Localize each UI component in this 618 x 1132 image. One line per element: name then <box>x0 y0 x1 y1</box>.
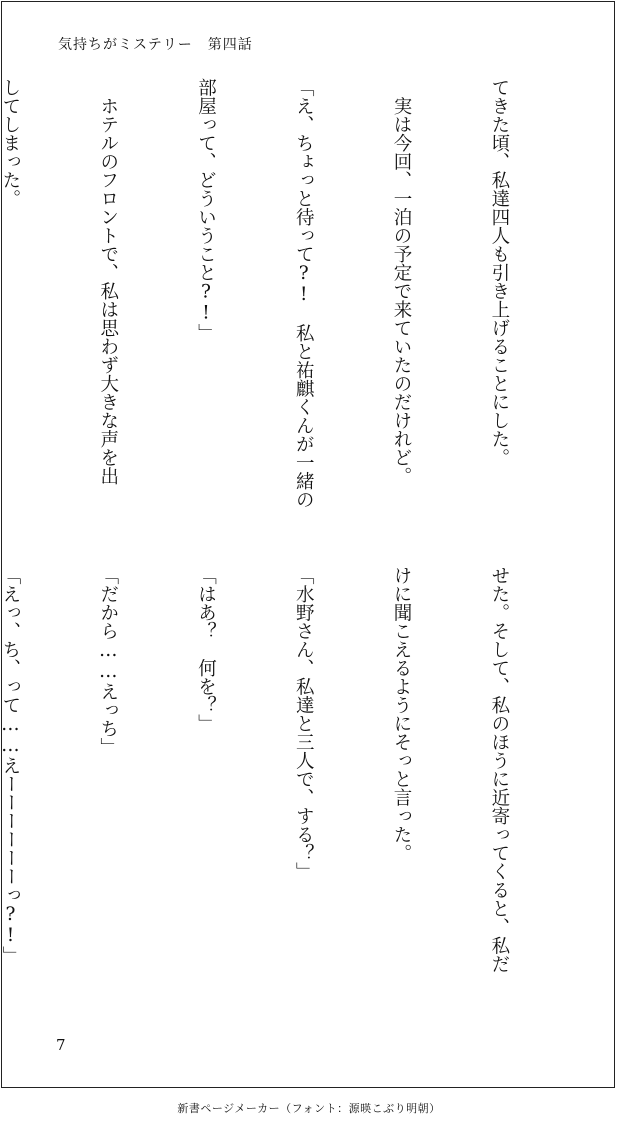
text-line: 「えっ、ち、って……えーーーーーーっ?!」 <box>0 566 21 965</box>
text-line: てきた頃、私達四人も引き上げることにした。 <box>488 78 510 467</box>
running-header: 気持ちがミステリー 第四話 <box>58 37 253 53</box>
text-line: 部屋って、どういうこと?!」 <box>195 78 217 342</box>
text-line: 「はあ？ 何を？」 <box>195 566 217 733</box>
text-line: 「だから……えっち」 <box>97 566 119 756</box>
page-number: 7 <box>56 1036 66 1054</box>
text-line: せた。そして、私のほうに近寄ってくると、私だ <box>488 566 510 973</box>
footer-credit: 新書ページメーカー（フォント：源暎こぶり明朝） <box>177 1102 441 1115</box>
text-block-upper <box>0 78 580 538</box>
text-line: けに聞こえるようにそっと言った。 <box>391 566 413 862</box>
text-line: 実は今回、一泊の予定で来ていたのだけれど。 <box>391 78 413 485</box>
text-line: 「水野さん、私達と三人で、する？」 <box>293 566 315 881</box>
text-line: ホテルのフロントで、私は思わず大きな声を出 <box>97 78 119 485</box>
text-line: してしまった。 <box>0 78 21 208</box>
text-line: 「え、ちょっと待って?! 私と祐麒くんが一緒の <box>293 78 315 509</box>
text-block-lower <box>0 566 580 1026</box>
